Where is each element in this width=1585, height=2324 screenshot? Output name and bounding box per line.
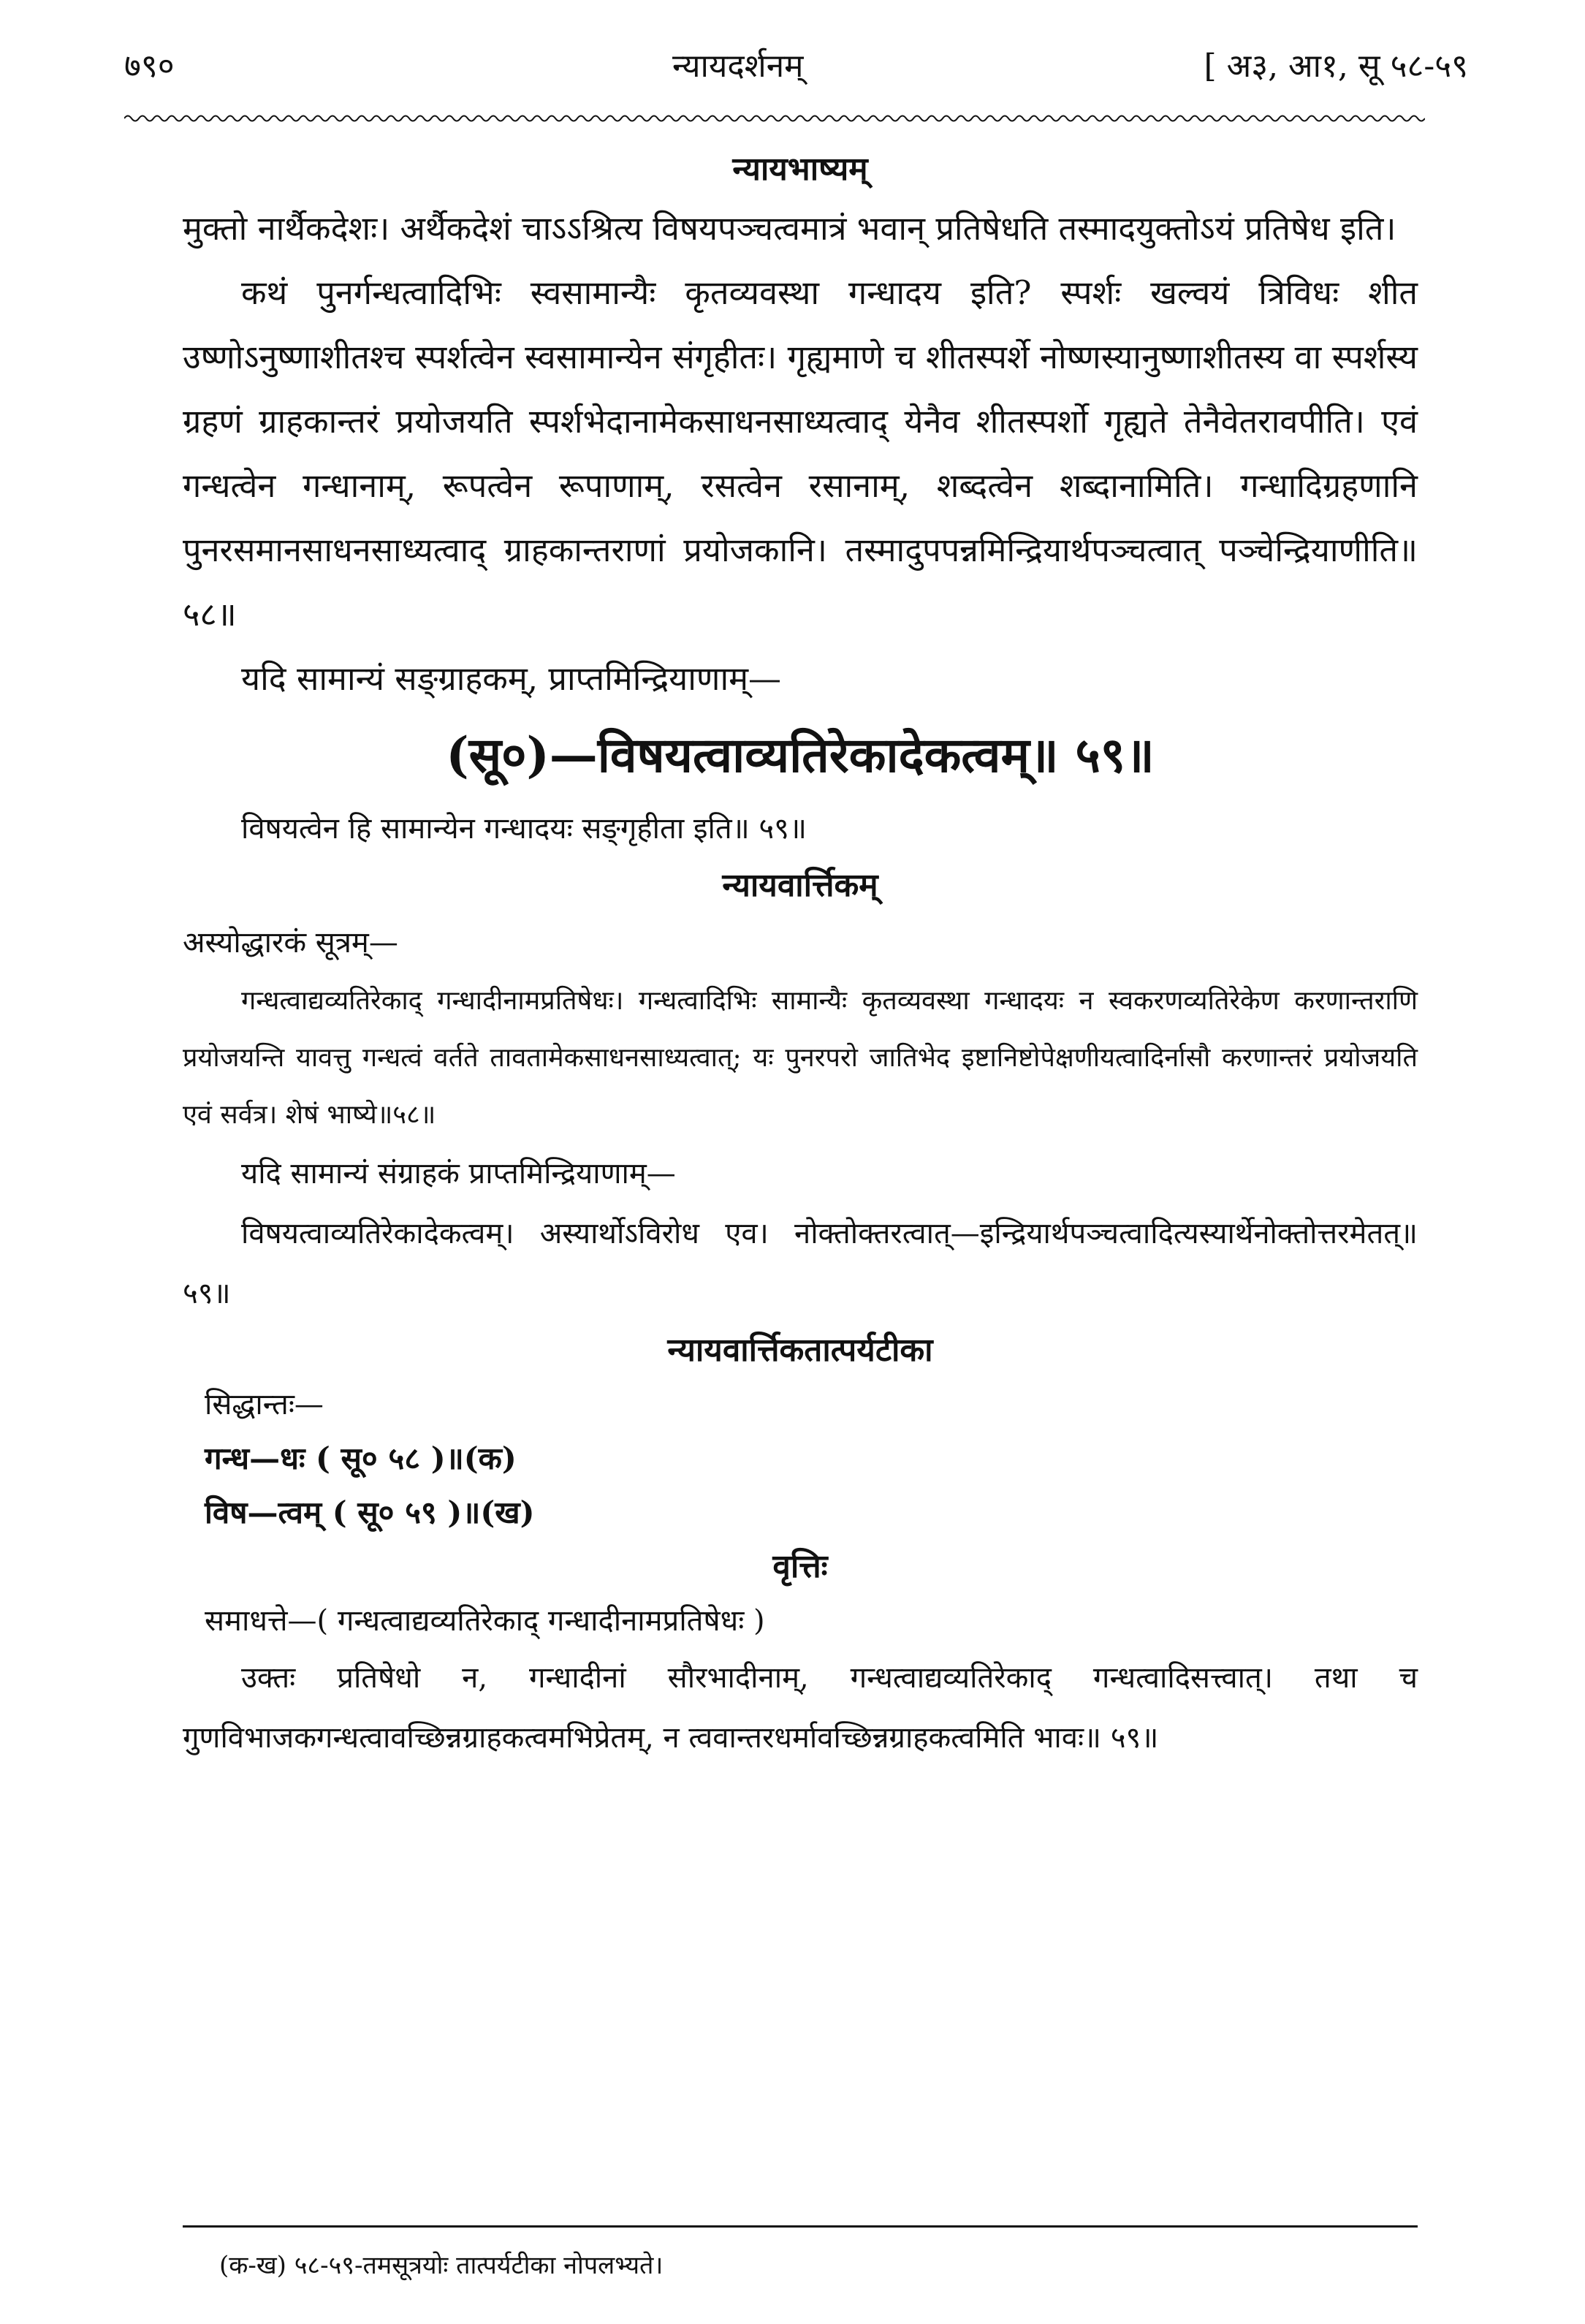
vritti-line-1: समाधत्ते—( गन्धत्वाद्यव्यतिरेकाद् गन्धादीनामप्रतिषेधः ) xyxy=(205,1604,765,1638)
bhashya-paragraph-4: विषयत्वेन हि सामान्येन गन्धादयः सङ्गृहीता इति॥ ५९॥ xyxy=(241,812,807,846)
footnote-rule xyxy=(183,2225,1418,2228)
vritti-heading: वृत्तिः xyxy=(772,1548,828,1585)
header-wavy-rule xyxy=(124,113,1425,124)
running-header xyxy=(124,42,1468,94)
section-reference: [ अ३, आ१, सू ५८-५९ xyxy=(1204,48,1468,85)
tika-line-3: विष—त्वम् ( सू० ५९ )॥(ख) xyxy=(205,1495,535,1530)
vartika-paragraph-4: विषयत्वाव्यतिरेकादेकत्वम्। अस्यार्थोऽविरोध एव। नोक्तोक्तरत्वात्—इन्द्रियार्थपञ्चत्वादित्यस्यार्थेनोक्तोत्तरमेतत्॥ ५९॥ xyxy=(183,1217,1418,1310)
bhashya-paragraph-3: यदि सामान्यं सङ्ग्राहकम्, प्राप्तमिन्द्रियाणाम्— xyxy=(241,659,782,698)
vartika-paragraph-3: यदि सामान्यं संग्राहकं प्राप्तमिन्द्रियाणाम्— xyxy=(241,1157,676,1191)
footnote: (क-ख) ५८-५९-तमसूत्रयोः तात्पर्यटीका नोपलभ्यते। xyxy=(219,2251,664,2280)
bhashya-paragraph-1: मुक्तो नार्थैकदेशः। अर्थैकदेशं चाऽऽश्रित्य विषयपञ्चत्वमात्रं भवान् प्रतिषेधति तस्मादयुक्तोऽयं प्रतिषेध इति। xyxy=(183,209,1396,248)
sutra-text: (सू०)—विषयत्वाव्यतिरेकादेकत्वम्॥ ५९॥ xyxy=(446,726,1155,783)
bhashya-paragraph-2: कथं पुनर्गन्धत्वादिभिः स्वसामान्यैः कृतव्यवस्था गन्धादय इति? स्पर्शः खल्वयं त्रिविधः शीत उष्णोऽनुष्णाशीतश्च स्पर्शत्वेन स्वसामान्येन संगृहीतः। गृह्यमाणे च शीतस्पर्शे नोष्णस्यानुष्णाशीतस्य वा स्पर्शस्य ग्रहणं ग्राहकान्तरं प्रयोजयति स्पर्शभेदानामेकसाधनसाध्यत्वाद् येनैव शीतस्पर्शो गृह्यते तेनैवेतरावपीति। एवं गन्धत्वेन गन्धानाम्, रूपत्वेन रूपाणाम्, रसत्वेन रसानाम्, शब्दत्वेन शब्दानामिति। गन्धादिग्रहणानि पुनरसमानसाधनसाध्यत्वाद् ग्राहकान्तराणां प्रयोजकानि। तस्मादुपपन्नमिन्द्रियार्थपञ्चत्वात् पञ्चेन्द्रियाणीति॥ ५८॥ xyxy=(183,273,1418,634)
tika-line-2: गन्ध—धः ( सू० ५८ )॥(क) xyxy=(205,1440,517,1476)
running-title: न्यायदर्शनम् xyxy=(672,48,804,85)
vartika-heading: न्यायवार्त्तिकम् xyxy=(722,867,878,904)
vartika-paragraph-1: अस्योद्धारकं सूत्रम्— xyxy=(183,926,398,960)
vritti-paragraph-1: उक्तः प्रतिषेधो न, गन्धादीनां सौरभादीनाम्, गन्धत्वाद्यव्यतिरेकाद् गन्धत्वादिसत्त्वात्। तथा च गुणविभाजकगन्धत्वावच्छिन्नग्राहकत्वमभिप्रेतम्, न त्ववान्तरधर्मावच्छिन्नग्राहकत्वमिति भावः॥ ५९॥ xyxy=(183,1661,1418,1755)
tika-heading: न्यायवार्त्तिकतात्पर्यटीका xyxy=(667,1332,933,1369)
main-text xyxy=(183,143,1418,1768)
bhashya-heading: न्यायभाष्यम् xyxy=(732,151,868,188)
vartika-paragraph-2: गन्धत्वाद्यव्यतिरेकाद् गन्धादीनामप्रतिषेधः। गन्धत्वादिभिः सामान्यैः कृतव्यवस्था गन्धादयः न स्वकरणव्यतिरेकेण करणान्तराणि प्रयोजयन्ति यावत्तु गन्धत्वं वर्तते तावतामेकसाधनसाध्यत्वात्; यः पुनरपरो जातिभेद इष्टानिष्टोपेक्षणीयत्वादिर्नासौ करणान्तरं प्रयोजयति एवं सर्वत्र। शेषं भाष्ये॥५८॥ xyxy=(183,986,1418,1130)
page-number: ७९० xyxy=(124,48,175,85)
tika-line-1: सिद्धान्तः— xyxy=(205,1388,324,1421)
